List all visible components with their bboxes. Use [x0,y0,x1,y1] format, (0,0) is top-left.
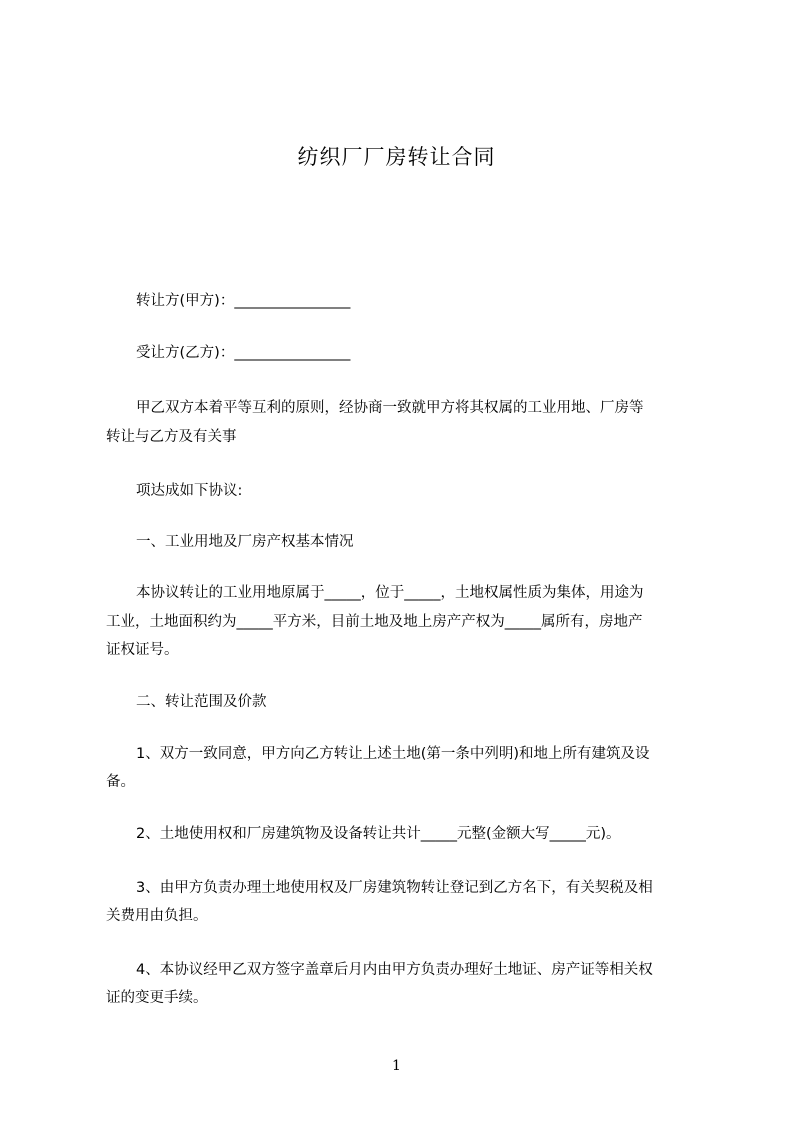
section-1-paragraph-line-1: 本协议转让的工业用地原属于_____，位于_____，土地权属性质为集体，用途为 [136,585,644,601]
intro-paragraph-line-2: 转让与乙方及有关事 [106,429,237,445]
transferor-line: 转让方(甲方)：________________ [136,293,351,309]
clause-3-line-1: 3、由甲方负责办理土地使用权及厂房建筑物转让登记到乙方名下，有关契税及相 [136,880,653,896]
transferee-line: 受让方(乙方)：________________ [136,345,351,361]
section-1-paragraph-line-2: 工业，土地面积约为_____平方米，目前土地及地上房产产权为_____属所有，房地产 [106,614,643,630]
clause-1-line-2: 备。 [106,774,135,790]
document-title: 纺织厂厂房转让合同 [297,145,496,169]
clause-4-line-1: 4、本协议经甲乙双方签字盖章后月内由甲方负责办理好土地证、房产证等相关权 [136,962,653,978]
section-1-heading: 一、工业用地及厂房产权基本情况 [136,534,354,550]
clause-3-line-2: 关费用由负担。 [106,908,208,924]
clause-4-line-2: 证的变更手续。 [106,990,208,1006]
intro-paragraph-line-3: 项达成如下协议: [136,483,243,499]
page-number: 1 [392,1058,401,1074]
section-1-paragraph-line-3: 证权证号。 [106,642,179,658]
clause-2-line-1: 2、土地使用权和厂房建筑物及设备转让共计_____元整(金额大写_____元)。 [136,826,621,842]
clause-1-line-1: 1、双方一致同意，甲方向乙方转让上述土地(第一条中列明)和地上所有建筑及设 [136,746,650,762]
section-2-heading: 二、转让范围及价款 [136,694,267,710]
intro-paragraph-line-1: 甲乙双方本着平等互利的原则，经协商一致就甲方将其权属的工业用地、厂房等 [136,400,644,416]
